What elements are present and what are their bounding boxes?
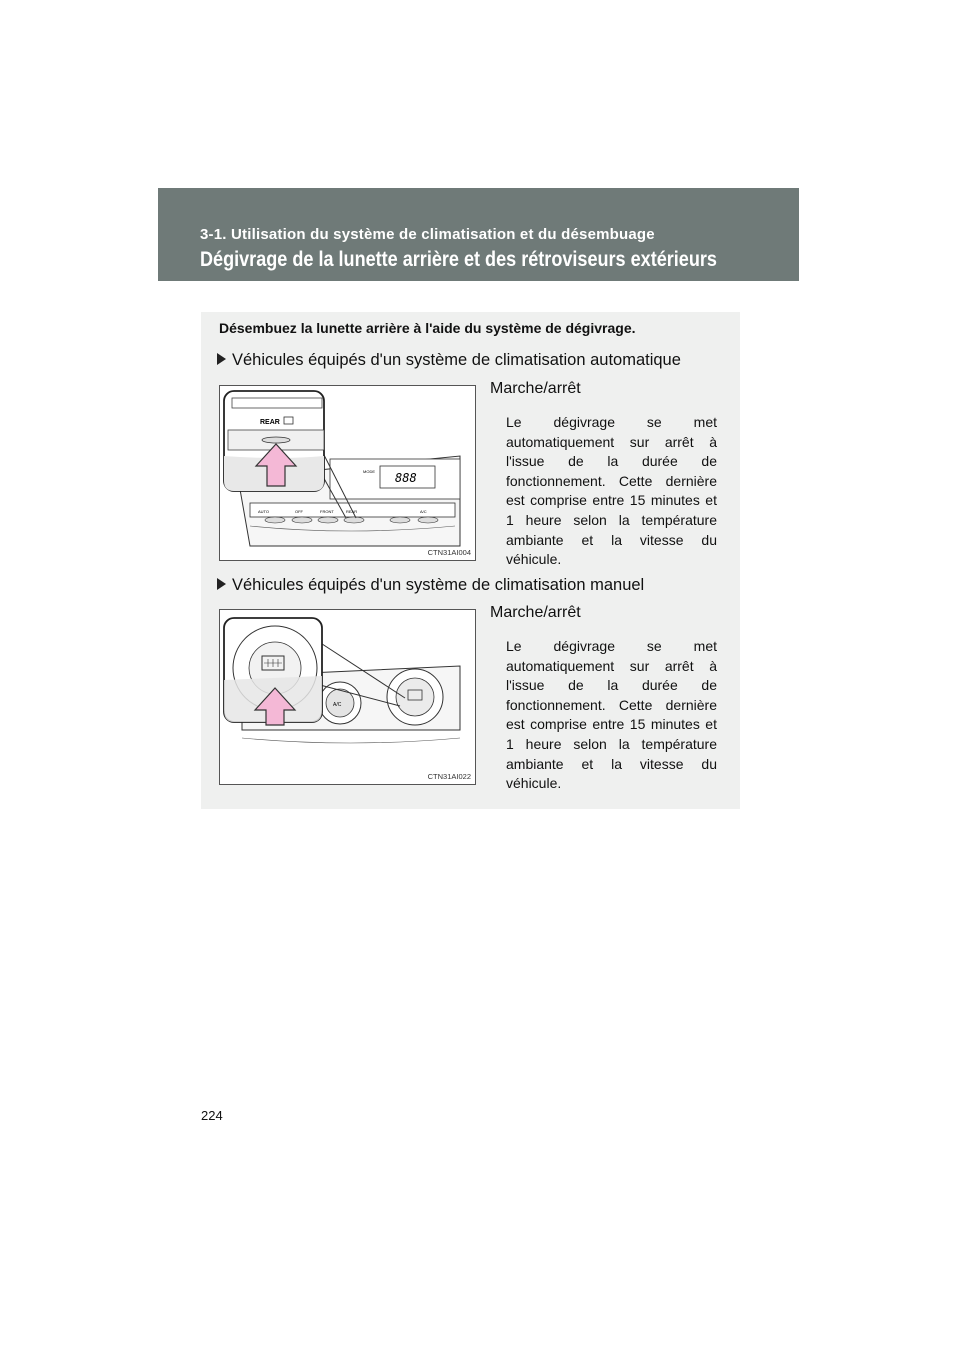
rear-small-label: REAR [346,509,358,514]
rear-label: REAR [260,419,280,426]
page-title: Dégivrage de la lunette arrière et des rétroviseurs extérieurs [200,248,717,271]
intro-text: Désembuez la lunette arrière à l'aide du système de dégivrage. [219,320,636,336]
chapter-subtitle: 3-1. Utilisation du système de climatisation et du désembuage [200,226,655,243]
section-header [158,188,799,281]
page-number: 224 [201,1108,223,1123]
section-heading-text: Véhicules équipés d'un système de climatisation automatique [232,351,681,369]
figure-manual-ac [219,609,476,785]
triangle-bullet-icon [217,353,226,365]
display-readout: 888 [395,471,417,485]
description-automatic: Le dégivrage se met automatiquement sur arrêt à l'issue de la durée de fonctionnement. Cette dernière est comprise entre 15 minutes et 1 heure selon la température ambiante et la vitesse du véhicule. [506,414,717,568]
figure-code: CTN31AI022 [427,772,471,781]
ac-label: A/C [420,509,427,514]
section-heading-text: Véhicules équipés d'un système de climatisation manuel [232,576,645,594]
auto-label: AUTO [258,509,270,514]
figure-code: CTN31AI004 [427,548,471,557]
description-manual: Le dégivrage se met automatiquement sur arrêt à l'issue de la durée de fonctionnement. Cette dernière est comprise entre 15 minutes et 1 heure selon la température ambiante et la vitesse du véhicule. [506,638,717,792]
section-heading-automatic [217,351,681,370]
manual-ac-panel-illustration [220,610,475,784]
triangle-bullet-icon [217,578,226,590]
content-panel [201,312,740,809]
figure-automatic-ac [219,385,476,561]
front-label: FRONT [320,509,334,514]
mode-label: MODE [363,469,375,474]
label-on-off-manual: Marche/arrêt [490,604,581,621]
section-heading-manual [217,576,644,595]
ac-label: A/C [333,702,342,708]
off-label: OFF [295,509,303,514]
label-on-off-automatic: Marche/arrêt [490,380,581,397]
automatic-ac-panel-illustration [220,386,475,560]
